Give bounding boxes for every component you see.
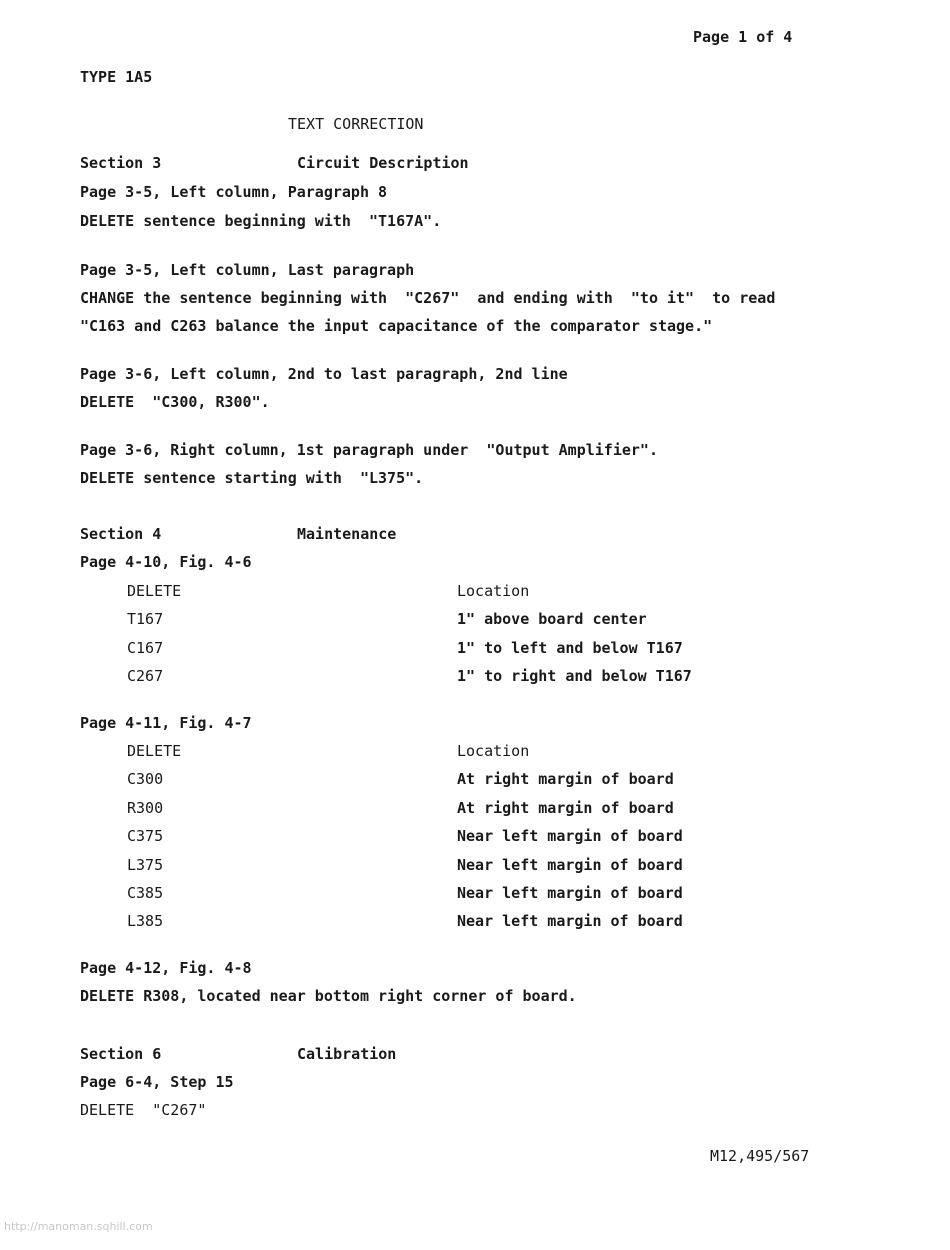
correction-text: DELETE sentence starting with "L375". xyxy=(80,469,424,487)
table-row-location: At right margin of board xyxy=(457,799,674,817)
table-header-location: Location xyxy=(457,582,530,600)
correction-ref: Page 3-6, Right column, 1st paragraph under "Output Amplifier". xyxy=(80,441,658,459)
table-row-item: C375 xyxy=(127,827,164,845)
page-title: TEXT CORRECTION xyxy=(288,115,424,133)
section-4-heading: Section 4 xyxy=(80,525,162,543)
correction-text: DELETE "C300, R300". xyxy=(80,393,270,411)
table-header-delete: DELETE xyxy=(127,742,182,760)
document-code: M12,495/567 xyxy=(710,1147,810,1165)
table-row-item: C167 xyxy=(127,639,164,657)
table-row-location: At right margin of board xyxy=(457,770,674,788)
table-row-item: T167 xyxy=(127,610,164,628)
correction-ref: Page 3-6, Left column, 2nd to last paragraph, 2nd line xyxy=(80,365,568,383)
correction-text: DELETE "C267" xyxy=(80,1101,207,1119)
table-row-location: Near left margin of board xyxy=(457,856,683,874)
table-header-location: Location xyxy=(457,742,530,760)
figure-ref: Page 4-11, Fig. 4-7 xyxy=(80,714,252,732)
table-row-location: Near left margin of board xyxy=(457,827,683,845)
section-3-title: Circuit Description xyxy=(297,154,469,172)
table-row-item: C300 xyxy=(127,770,164,788)
correction-text: "C163 and C263 balance the input capacitance of the comparator stage." xyxy=(80,317,713,335)
type-label: TYPE 1A5 xyxy=(80,68,153,86)
table-header-delete: DELETE xyxy=(127,582,182,600)
correction-ref: Page 6-4, Step 15 xyxy=(80,1073,234,1091)
table-row-item: L375 xyxy=(127,856,164,874)
table-row-item: L385 xyxy=(127,912,164,930)
correction-text: DELETE R308, located near bottom right corner of board. xyxy=(80,987,577,1005)
correction-text: CHANGE the sentence beginning with "C267" and ending with "to it" to read xyxy=(80,289,776,307)
page-number: Page 1 of 4 xyxy=(693,28,793,46)
correction-ref: Page 3-5, Left column, Last paragraph xyxy=(80,261,415,279)
figure-ref: Page 4-10, Fig. 4-6 xyxy=(80,553,252,571)
figure-ref: Page 4-12, Fig. 4-8 xyxy=(80,959,252,977)
table-row-location: 1" to right and below T167 xyxy=(457,667,692,685)
table-row-item: C267 xyxy=(127,667,164,685)
section-6-heading: Section 6 xyxy=(80,1045,162,1063)
table-row-location: 1" above board center xyxy=(457,610,647,628)
section-3-heading: Section 3 xyxy=(80,154,162,172)
table-row-location: Near left margin of board xyxy=(457,884,683,902)
section-6-title: Calibration xyxy=(297,1045,397,1063)
table-row-item: C385 xyxy=(127,884,164,902)
table-row-item: R300 xyxy=(127,799,164,817)
section-4-title: Maintenance xyxy=(297,525,397,543)
correction-ref: Page 3-5, Left column, Paragraph 8 xyxy=(80,183,388,201)
table-row-location: 1" to left and below T167 xyxy=(457,639,683,657)
correction-text: DELETE sentence beginning with "T167A". xyxy=(80,212,442,230)
watermark: http://manoman.sqhill.com xyxy=(4,1220,153,1233)
table-row-location: Near left margin of board xyxy=(457,912,683,930)
